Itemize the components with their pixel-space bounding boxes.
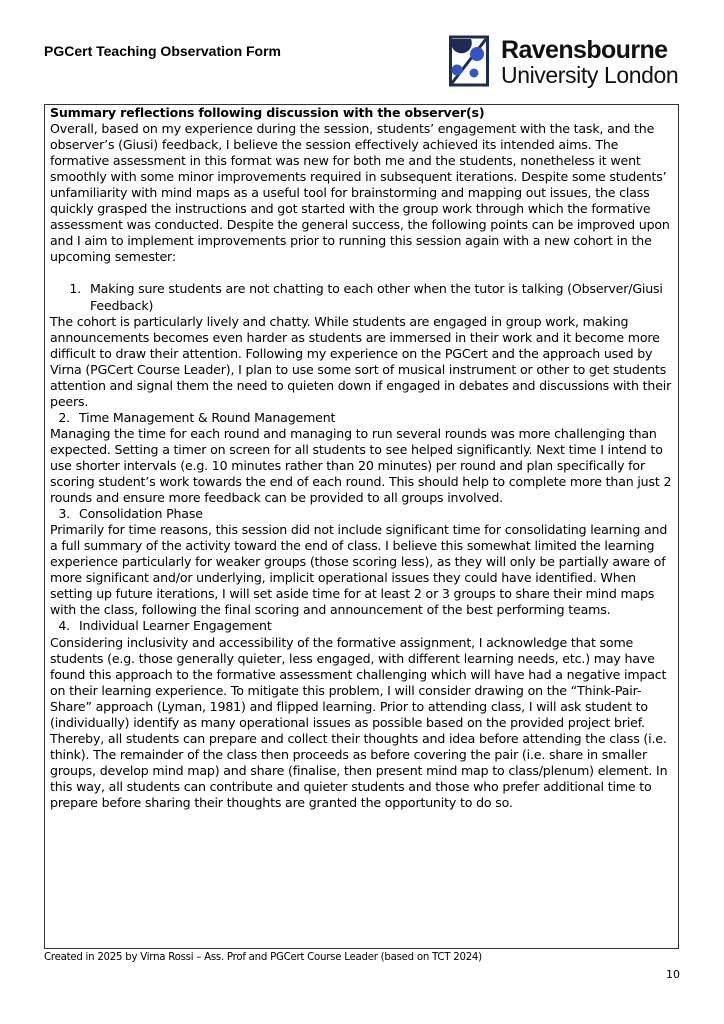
reflection-item-4-title — [50, 618, 674, 634]
item-number: 4. — [58, 618, 70, 634]
reflection-item-3-body: Primarily for time reasons, this session did not include significant time for consolidating learning and a full summary of the activity toward the end of class. I believe this somewhat limited the learning experience particularly for weaker groups (those scoring less), as they will only be partially aware of more significant and/or underlying, implicit operational issues they could have identified. When setting up future iterations, I will set aside time for at least 2 or 3 groups to share their mind maps with the class, following the final scoring and announcement of the best performing teams. — [50, 522, 668, 618]
footer-credit: Created in 2025 by Virna Rossi – Ass. Prof and PGCert Course Leader (based on TCT 2024) — [44, 952, 482, 963]
reflection-item-1-title — [50, 281, 674, 313]
form-title: PGCert Teaching Observation Form — [44, 43, 282, 59]
reflection-item-2-title — [50, 410, 674, 426]
summary-heading: Summary reflections following discussion with the observer(s) — [50, 105, 485, 120]
reflection-item-2-body: Managing the time for each round and managing to run several rounds was more challenging than expected. Setting a timer on screen for all students to see helped significantly. Next time I intend to use shorter intervals (e.g. 10 minutes rather than 20 minutes) per round and plan specifically for scoring student’s work towards the end of each round. This should help to complete more than just 2 rounds and ensure more feedback can be provided to all groups involved. — [50, 425, 672, 506]
ravensbourne-logo-icon — [449, 33, 495, 89]
paragraph-gap — [50, 265, 674, 281]
item-number: 3. — [58, 506, 70, 522]
item-title: Time Management & Round Management — [79, 409, 336, 425]
item-title: Making sure students are not chatting to each other when the tutor is talking (Observer/Giusi Feedback) — [90, 281, 663, 313]
university-logo — [449, 33, 689, 89]
item-title: Consolidation Phase — [79, 506, 203, 522]
item-number: 1. — [69, 281, 81, 297]
summary-intro: Overall, based on my experience during the session, students’ engagement with the task, and the observer’s (Giusi) feedback, I believe the session effectively achieved its intended aims. The formative assessment in this format was new for both me and the students, nonetheless it went smoothly with some minor improvements required in subsequent iterations. Despite some students’ unfamiliarity with mind maps as a useful tool for brainstorming and mapping out issues, the class quickly grasped the instructions and got started with the group work through which the formative assessment was conducted. Despite the general success, the following points can be improved upon and I aim to implement improvements prior to running this session again with a new cohort in the upcoming semester: — [50, 121, 670, 265]
reflection-item-3-title — [50, 506, 674, 522]
logo-text-ravensbourne: Ravensbourne — [501, 36, 668, 64]
logo-text-university-london: University London — [501, 62, 679, 88]
page-number: 10 — [666, 968, 680, 981]
reflection-item-4-body: Considering inclusivity and accessibility of the formative assignment, I acknowledge that some students (e.g. those generally quieter, less engaged, with different learning needs, etc.) may have found this approach to the formative assessment challenging which will have had a negative impact on their learning experience. To mitigate this problem, I will consider drawing on the “Think-Pair-Share” approach (Lyman, 1981) and flipped learning. Prior to attending class, I will ask student to (individually) identify as many operational issues as possible based on the provided project brief. Thereby, all students can prepare and collect their thoughts and idea before attending the class (i.e. think). The remainder of the class then proceeds as before covering the pair (i.e. share in smaller groups, develop mind map) and share (finalise, then present mind map to class/plenum) element. In this way, all students can contribute and quieter students and those who prefer additional time to prepare before sharing their thoughts are granted the opportunity to do so. — [50, 634, 668, 810]
reflection-item-1-body: The cohort is particularly lively and chatty. While students are engaged in group work, making announcements becomes even harder as students are immersed in their work and it become more difficult to draw their attention. Following my experience on the PGCert and the approach used by Virna (PGCert Course Leader), I plan to use some sort of musical instrument or other to get students attention and signal them the need to quieten down if engaged in debates and discussions with their peers. — [50, 313, 672, 409]
item-title: Individual Learner Engagement — [79, 618, 272, 634]
item-number: 2. — [58, 409, 70, 425]
reflection-content — [50, 105, 674, 811]
